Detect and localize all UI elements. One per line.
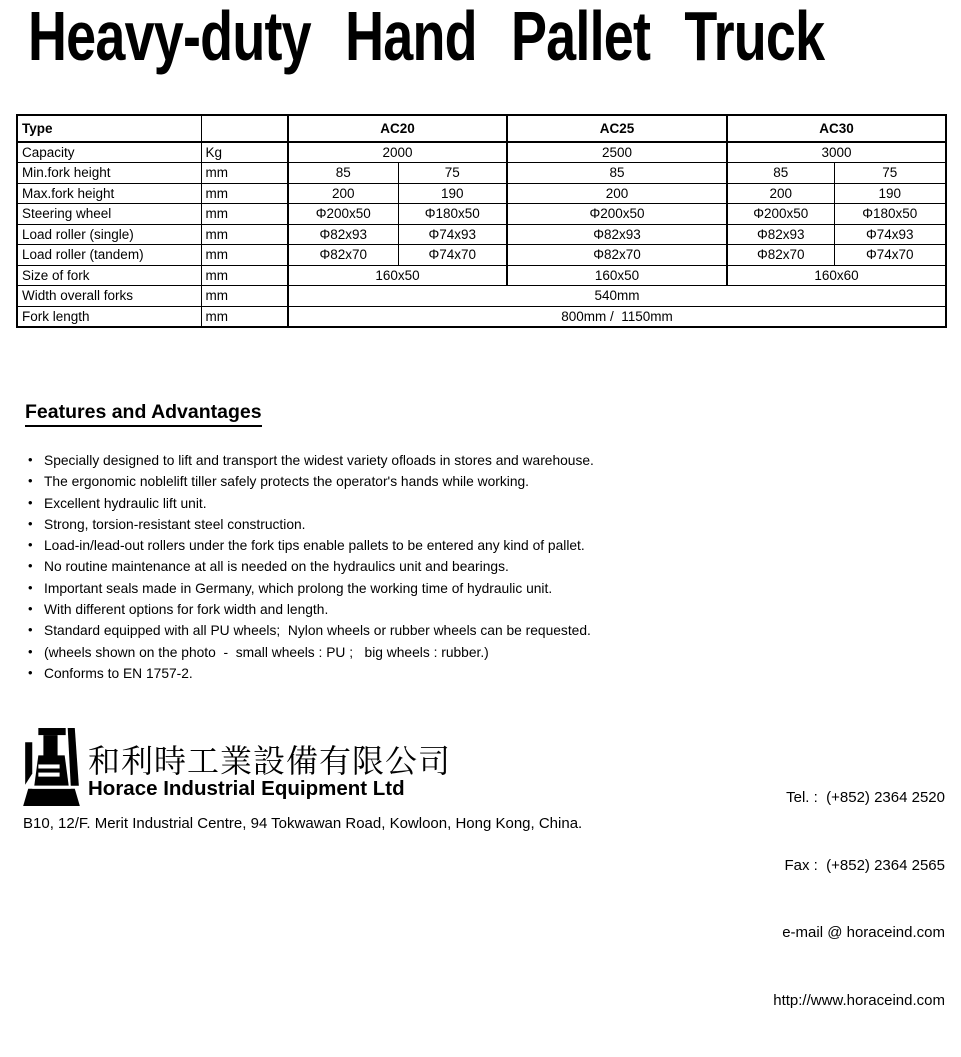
table-cell: 190 <box>834 183 946 204</box>
table-cell: 3000 <box>727 142 946 163</box>
table-cell: Min.fork height <box>17 163 201 184</box>
table-cell: 75 <box>834 163 946 184</box>
table-cell: Φ82x70 <box>288 245 398 266</box>
table-cell: Capacity <box>17 142 201 163</box>
table-cell: Φ82x93 <box>288 224 398 245</box>
table-cell: Max.fork height <box>17 183 201 204</box>
column-header-ac25: AC25 <box>507 115 727 142</box>
table-cell: Φ180x50 <box>398 204 507 225</box>
table-cell: Φ74x70 <box>834 245 946 266</box>
contact-tel: Tel. : (+852) 2364 2520 <box>786 789 945 806</box>
table-cell: mm <box>201 183 288 204</box>
table-row <box>17 163 946 184</box>
table-cell: 160x50 <box>507 265 727 286</box>
table-cell: Kg <box>201 142 288 163</box>
table-cell: Size of fork <box>17 265 201 286</box>
table-cell: Φ74x93 <box>834 224 946 245</box>
table-cell: Steering wheel <box>17 204 201 225</box>
table-row <box>17 286 946 307</box>
table-header-row <box>17 115 946 142</box>
company-logo-icon <box>23 727 80 808</box>
table-row <box>17 245 946 266</box>
table-row <box>17 306 946 327</box>
column-header-ac20: AC20 <box>288 115 507 142</box>
column-header-ac30: AC30 <box>727 115 946 142</box>
feature-item: • The ergonomic noblelift tiller safely protects the operator's hands while working. <box>25 471 935 492</box>
table-cell: mm <box>201 163 288 184</box>
feature-item: • Excellent hydraulic lift unit. <box>25 493 935 514</box>
table-cell: Φ74x93 <box>398 224 507 245</box>
table-cell: 200 <box>727 183 834 204</box>
table-cell: Φ180x50 <box>834 204 946 225</box>
feature-item: • (wheels shown on the photo - small wheels : PU ; big wheels : rubber.) <box>25 642 935 663</box>
table-cell: 160x60 <box>727 265 946 286</box>
column-header-type: Type <box>17 115 201 142</box>
table-row <box>17 183 946 204</box>
table-cell: mm <box>201 306 288 327</box>
table-row <box>17 265 946 286</box>
table-cell: Φ200x50 <box>727 204 834 225</box>
feature-item: • Load-in/lead-out rollers under the fork tips enable pallets to be entered any kind of pallet. <box>25 535 935 556</box>
table-cell: 200 <box>288 183 398 204</box>
table-cell: 2000 <box>288 142 507 163</box>
table-cell: mm <box>201 204 288 225</box>
column-header-unit <box>201 115 288 142</box>
features-heading: Features and Advantages <box>25 401 262 427</box>
table-cell: 200 <box>507 183 727 204</box>
feature-item: • No routine maintenance at all is needed on the hydraulics unit and bearings. <box>25 556 935 577</box>
features-list <box>25 450 935 684</box>
table-cell: mm <box>201 286 288 307</box>
table-cell: mm <box>201 265 288 286</box>
table-cell: Fork length <box>17 306 201 327</box>
table-cell: Φ200x50 <box>507 204 727 225</box>
company-address: B10, 12/F. Merit Industrial Centre, 94 Tokwawan Road, Kowloon, Hong Kong, China. <box>23 815 583 832</box>
feature-item: • Standard equipped with all PU wheels; Nylon wheels or rubber wheels can be requested. <box>25 620 935 641</box>
table-cell: Φ82x70 <box>507 245 727 266</box>
table-cell: mm <box>201 245 288 266</box>
table-row <box>17 204 946 225</box>
table-cell: 75 <box>398 163 507 184</box>
table-cell: Φ82x70 <box>727 245 834 266</box>
table-cell: Width overall forks <box>17 286 201 307</box>
table-cell: 85 <box>507 163 727 184</box>
table-cell: Load roller (single) <box>17 224 201 245</box>
contact-email: e-mail @ horaceind.com <box>782 924 945 941</box>
spec-table-body <box>17 142 946 327</box>
table-cell: 160x50 <box>288 265 507 286</box>
company-name-english: Horace Industrial Equipment Ltd <box>88 777 405 800</box>
table-cell: 190 <box>398 183 507 204</box>
company-name-chinese: 和利時工業設備有限公司 <box>88 743 452 779</box>
table-cell: Φ82x93 <box>727 224 834 245</box>
table-cell: Load roller (tandem) <box>17 245 201 266</box>
feature-item: • With different options for fork width and length. <box>25 599 935 620</box>
page-title: Heavy-duty Hand Pallet Truck <box>28 0 825 75</box>
contact-website: http://www.horaceind.com <box>773 991 945 1009</box>
table-cell: mm <box>201 224 288 245</box>
table-cell: 85 <box>727 163 834 184</box>
feature-item: • Conforms to EN 1757-2. <box>25 663 935 684</box>
feature-item: • Strong, torsion-resistant steel construction. <box>25 514 935 535</box>
table-cell: 800mm / 1150mm <box>288 306 946 327</box>
table-cell: 85 <box>288 163 398 184</box>
feature-item: • Specially designed to lift and transport the widest variety ofloads in stores and warehouse. <box>25 450 935 471</box>
contact-fax: Fax : (+852) 2364 2565 <box>784 856 945 874</box>
spec-table <box>16 114 947 328</box>
table-cell: 540mm <box>288 286 946 307</box>
table-cell: Φ74x70 <box>398 245 507 266</box>
table-cell: 2500 <box>507 142 727 163</box>
table-cell: Φ82x93 <box>507 224 727 245</box>
table-cell: Φ200x50 <box>288 204 398 225</box>
table-row <box>17 224 946 245</box>
feature-item: • Important seals made in Germany, which prolong the working time of hydraulic unit. <box>25 578 935 599</box>
table-row <box>17 142 946 163</box>
